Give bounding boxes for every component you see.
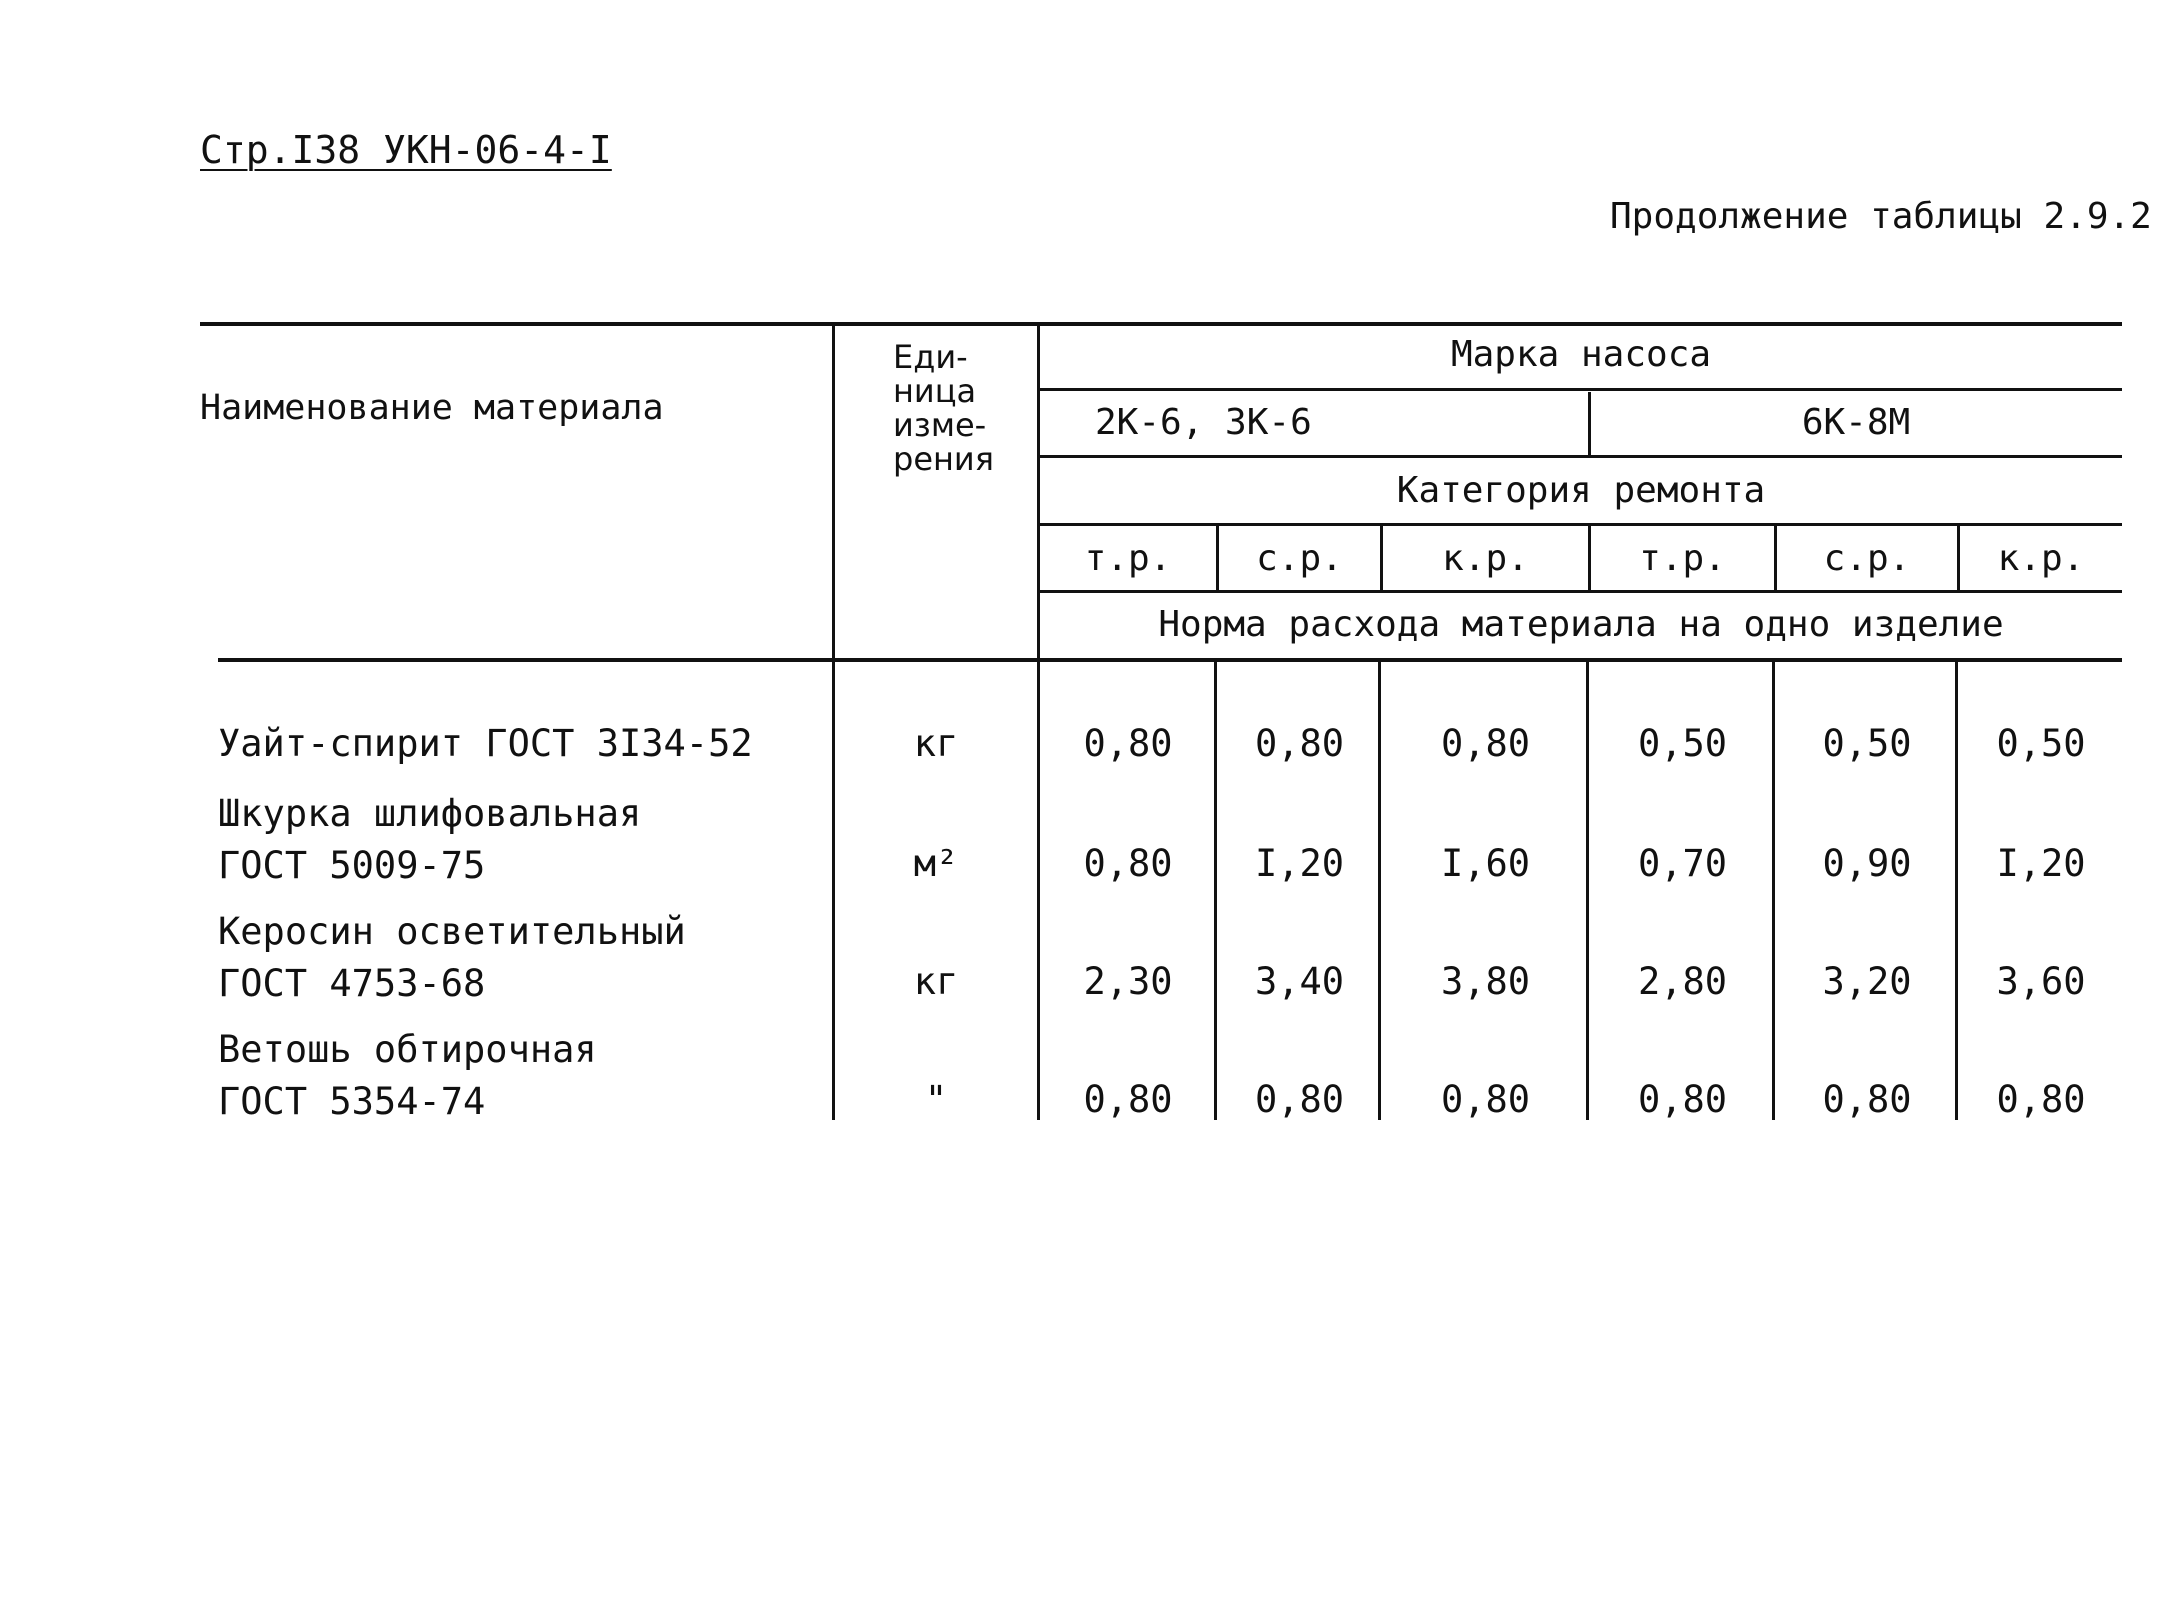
value-cell: 0,70 <box>1637 842 1728 885</box>
material-name <box>218 906 686 1010</box>
material-name-line: Керосин осветительный <box>218 910 686 953</box>
norm-header: Норма расхода материала на одно изделие <box>1158 604 2004 645</box>
category-header: к.р. <box>1997 538 2085 579</box>
value-cell: I,20 <box>1996 842 2086 885</box>
unit-header-line: ница <box>893 372 977 410</box>
value-cell: 0,80 <box>1822 1078 1912 1121</box>
table-continuation-title: Продолжение таблицы 2.9.2 <box>1610 196 2152 237</box>
value-cell: 0,80 <box>1254 1078 1345 1121</box>
unit-cell: кг <box>913 722 959 765</box>
value-cell: 0,90 <box>1822 842 1912 885</box>
value-cell: 0,50 <box>1637 722 1728 765</box>
value-cell: 0,80 <box>1083 1078 1173 1121</box>
material-name-line: ГОСТ 5354-74 <box>218 1080 486 1123</box>
material-name <box>218 1024 597 1128</box>
value-cell: 3,20 <box>1822 960 1912 1003</box>
value-cell: 0,80 <box>1254 722 1345 765</box>
unit-header-line: Еди- <box>893 338 968 376</box>
unit-column-header <box>893 340 994 476</box>
material-name-line: Шкурка шлифовальная <box>218 792 642 835</box>
value-cell: 0,50 <box>1996 722 2086 765</box>
rule-under-groups <box>1040 455 2122 458</box>
value-cell: 2,30 <box>1083 960 1173 1003</box>
pump-brand-header: Марка насоса <box>1450 334 1712 375</box>
unit-cell: кг <box>913 960 959 1003</box>
value-cell: 0,80 <box>1440 1078 1531 1121</box>
value-cell: 0,80 <box>1083 722 1173 765</box>
category-header: к.р. <box>1442 538 1529 579</box>
value-cell: 3,40 <box>1254 960 1345 1003</box>
unit-cell: " <box>924 1078 948 1121</box>
value-cell: 3,60 <box>1996 960 2086 1003</box>
value-cell: 3,80 <box>1440 960 1531 1003</box>
value-cell: 0,80 <box>1440 722 1531 765</box>
rule-under-pump-brand <box>1040 388 2122 391</box>
table-top-rule <box>200 322 2122 326</box>
value-cell: 0,80 <box>1083 842 1173 885</box>
unit-header-line: рения <box>893 440 994 478</box>
value-cell: 0,80 <box>1637 1078 1728 1121</box>
material-name <box>218 788 641 892</box>
value-cell: I,60 <box>1440 842 1531 885</box>
material-name-line: Уайт-спирит ГОСТ 3I34-52 <box>218 722 753 765</box>
value-cell: I,20 <box>1254 842 1345 885</box>
material-name-line: ГОСТ 5009-75 <box>218 844 486 887</box>
value-cell: 0,50 <box>1822 722 1912 765</box>
value-cell: 2,80 <box>1637 960 1728 1003</box>
material-name-line: Ветошь обтирочная <box>218 1028 597 1071</box>
material-column-header: Наименование материала <box>200 388 664 428</box>
category-header: с.р. <box>1823 538 1911 579</box>
category-header: т.р. <box>1639 538 1726 579</box>
category-header: с.р. <box>1256 538 1343 579</box>
category-header: т.р. <box>1084 538 1172 579</box>
page-reference: Стр.I38 УКН-06-4-I <box>200 128 612 172</box>
pump-group-header: 6К-8М <box>1801 402 1911 443</box>
pump-group-header: 2К-6, 3К-6 <box>1095 402 1312 443</box>
unit-header-line: изме- <box>893 406 987 444</box>
unit-cell: м² <box>913 842 959 885</box>
material-name <box>218 718 753 770</box>
value-cell: 0,80 <box>1996 1078 2086 1121</box>
repair-category-header: Категория ремонта <box>1396 470 1766 511</box>
material-name-line: ГОСТ 4753-68 <box>218 962 486 1005</box>
header-bottom-rule <box>218 658 2122 662</box>
